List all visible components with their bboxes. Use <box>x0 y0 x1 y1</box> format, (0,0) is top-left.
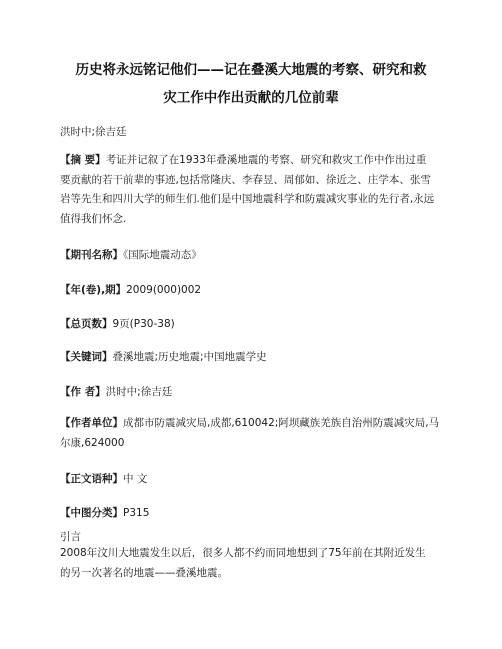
field-value: P315 <box>123 507 150 519</box>
field-value: 中 文 <box>123 473 148 485</box>
field-journal-name <box>60 248 202 262</box>
field-value: 2009(000)002 <box>126 284 202 296</box>
field-label: 【中图分类】 <box>60 507 123 519</box>
intro-heading: 引言 <box>60 531 81 543</box>
affiliation-line-2: 尔康,624000 <box>60 436 125 449</box>
field-language <box>60 472 147 486</box>
field-label: 【作者单位】 <box>60 417 123 429</box>
abstract-label: 【摘 要】 <box>60 154 106 166</box>
field-label: 【年(卷),期】 <box>60 284 127 296</box>
intro-paragraph <box>60 544 444 583</box>
field-keywords <box>60 350 267 364</box>
title-line-2: 灾工作中作出贡献的几位前辈 <box>163 90 339 106</box>
abstract <box>60 151 444 229</box>
title-line-1: 历史将永远铭记他们——记在叠溪大地震的考察、研究和救 <box>75 62 427 78</box>
abstract-line-2: 要贡献的若干前辈的事迹,包括常隆庆、李春昱、周郁如、徐近之、庄学本、张雪 <box>60 173 431 186</box>
field-value: 洪时中;徐吉廷 <box>105 386 173 398</box>
abstract-line-1 <box>60 151 444 171</box>
field-authors <box>60 385 172 399</box>
field-value: 9页(P30-38) <box>112 318 175 330</box>
abstract-text-1: 考证并记叙了在1933年叠溪地震的考察、研究和救灾工作中作出过重 <box>105 154 427 166</box>
affiliation-line-1 <box>60 414 444 434</box>
field-classification <box>60 506 149 520</box>
field-label: 【总页数】 <box>60 318 113 330</box>
field-label: 【正文语种】 <box>60 473 123 485</box>
document-title <box>60 56 442 112</box>
intro-line-2: 的另一次著名的地震——叠溪地震。 <box>60 566 228 579</box>
field-label: 【关键词】 <box>60 351 113 363</box>
field-label: 【作 者】 <box>60 386 106 398</box>
field-value: 《国际地震动态》 <box>123 249 202 261</box>
field-volume-issue <box>60 283 201 297</box>
abstract-line-3: 岩等先生和四川大学的师生们.他们是中国地震科学和防震减灾事业的先行者,永远 <box>60 193 435 205</box>
field-page-count <box>60 317 175 331</box>
authors-line: 洪时中;徐吉廷 <box>60 126 127 138</box>
abstract-line-4: 值得我们怀念. <box>60 212 127 225</box>
field-value: 叠溪地震;历史地震;中国地震学史 <box>112 351 267 363</box>
field-label: 【期刊名称】 <box>60 249 123 261</box>
field-affiliation <box>60 414 444 453</box>
affiliation-text-1: 成都市防震减灾局,成都,610042;阿坝藏族羌族自治州防震减灾局,马 <box>123 417 440 429</box>
intro-line-1: 2008年汶川大地震发生以后，很多人都不约而同地想到了75年前在其附近发生 <box>60 547 426 559</box>
